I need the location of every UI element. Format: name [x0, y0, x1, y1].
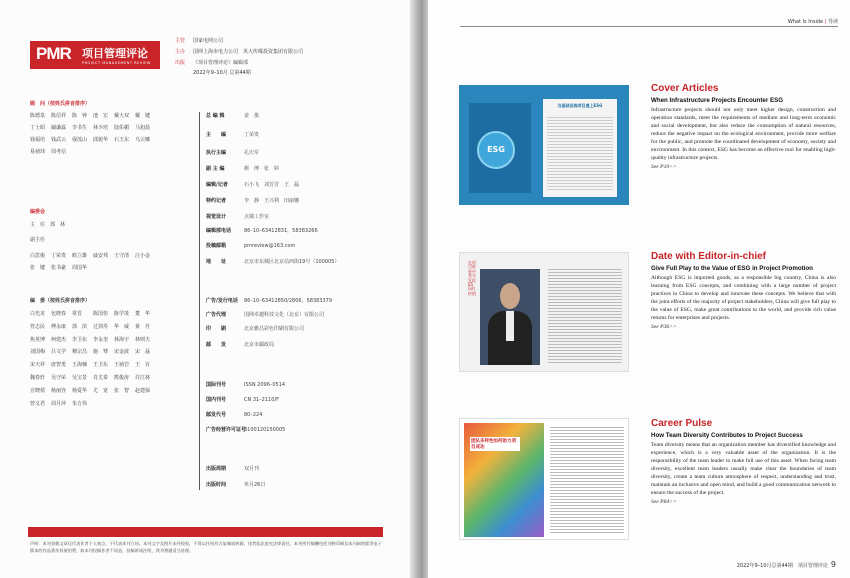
- person-name: 华 威: [114, 323, 130, 330]
- see-page-link[interactable]: See P36>>: [651, 323, 677, 330]
- info-row: 地 址 北京市东城区北京站西街19号（100005）: [206, 259, 340, 265]
- person-name: 周月萍: [51, 400, 67, 407]
- person-name: 宣晓倩: [30, 387, 46, 394]
- person-name: 郭 滨: [72, 323, 88, 330]
- editor-interview-thumbnail: [459, 252, 629, 372]
- see-page-link[interactable]: See P10>>: [651, 163, 677, 170]
- person-name: 邱菀华: [93, 137, 109, 143]
- person-name: 张书豪: [51, 265, 67, 271]
- thumb-title-1: 当基础设施项目遇上ESG: [557, 103, 603, 108]
- cover-article-thumbnail: [459, 85, 629, 205]
- person-name: 钱武云: [51, 137, 67, 143]
- person-name: 唐智勇: [51, 362, 67, 369]
- person-name: 许江林: [135, 374, 151, 381]
- person-name: 宋金波: [114, 349, 130, 356]
- red-footer-bar: [28, 527, 383, 537]
- person-name: 董 华: [135, 311, 151, 317]
- advisors-list: [30, 112, 156, 155]
- thumb-title-3: 团队多样性如何助力项目成功: [470, 437, 520, 451]
- person-name: 钱福培: [30, 137, 46, 143]
- person-name: 欧立雄: [72, 253, 88, 259]
- article-body: Although ESG is imported goods, as a responsible big country, China is also learning from ESG concepts, and combining with a large number of project practices in China to develop and innovate these concepts. We believe that with the joint efforts of the majority of project stakeholders, China will give full play to the value of ESG, make great contributions to the world, and provide rich value returns for enterprises and projects.: [651, 275, 836, 321]
- person-name: 丁士昭: [30, 125, 46, 131]
- info-row: 总 编 辑 姜 俊: [206, 113, 260, 119]
- person-name: 魏春轩: [30, 374, 46, 381]
- info-row: 编辑/记者 石小飞 刘芳芳 王 磊: [206, 182, 300, 188]
- committee-list: [30, 252, 156, 271]
- info-row: 邮 发 北京市邮政局: [206, 342, 275, 348]
- person-name: 王守清: [114, 253, 130, 259]
- info-row: 广告代理 国网卓越科技文化（北京）有限公司: [206, 312, 325, 318]
- article-3: [651, 418, 836, 505]
- article-section: Cover Articles: [651, 83, 719, 94]
- person-name: 张 键: [30, 265, 46, 271]
- article-section: Career Pulse: [651, 418, 713, 429]
- article-2: [651, 251, 836, 330]
- person-name: 尤 宽: [93, 387, 109, 394]
- person-name: 柯建杰: [51, 336, 67, 343]
- person-name: 曾义君: [30, 400, 46, 407]
- person-name: 王卫东: [93, 362, 109, 369]
- info-row: 印 刷 北京雅昌彩色印刷有限公司: [206, 326, 305, 332]
- see-page-link[interactable]: See P84>>: [651, 498, 677, 505]
- person-name: 陈国恒: [93, 311, 109, 317]
- masthead-row: 出版 《项目管理评论》编辑部: [175, 60, 249, 66]
- person-name: 强茂山: [72, 137, 88, 143]
- person-name: 李书生: [72, 125, 88, 131]
- person-name: 王祯岩: [114, 362, 130, 369]
- person-name: 丁荣贵: [51, 253, 67, 259]
- person-name: 林则夫: [135, 336, 151, 343]
- masthead-row: 2022年9–10月 总第44期: [193, 70, 251, 76]
- person-name: 陈德泉: [30, 113, 46, 119]
- editors-title: 编 委（按姓氏拼音排序）: [30, 298, 91, 304]
- divider: [199, 112, 200, 490]
- info-row: 特约记者 李 静 王兴利 田丽娜: [206, 198, 300, 204]
- person-name: 戚安邦: [93, 253, 109, 259]
- person-name: 王海楠: [72, 362, 88, 369]
- person-name: 王 有: [135, 362, 151, 369]
- committee-director: 主 任 郑 林: [30, 222, 66, 228]
- person-name: 吕文学: [51, 349, 67, 356]
- logo-cn: 项目管理评论: [82, 47, 148, 60]
- info-row: 广告经营许可证号3100120150005: [206, 427, 286, 433]
- thumb-title-2: 在项目推进中充分发挥ESG的价值: [468, 260, 476, 296]
- person-name: 李永奎: [93, 336, 109, 343]
- page-header: What Is Inside | 导读: [787, 19, 838, 25]
- person-name: 宋天祥: [30, 362, 46, 369]
- person-name: 林少培: [93, 125, 109, 131]
- info-row: 广告/发行电话 86–10–63412850/2806，58383379: [206, 298, 333, 304]
- person-name: 肖尤泰: [93, 374, 109, 381]
- info-row: 出版时间 单月26日: [206, 482, 266, 488]
- person-name: 杨爱华: [72, 387, 88, 394]
- article-title: How Team Diversity Contributes to Project Success: [651, 432, 803, 439]
- person-name: 赵建保: [135, 387, 151, 394]
- logo-en: PROJECT MANAGEMENT REVIEW: [82, 61, 151, 65]
- person-name: 易祯玮: [30, 149, 46, 155]
- person-name: 池 宏: [93, 113, 109, 119]
- article-title: When Infrastructure Projects Encounter ESG: [651, 97, 784, 104]
- disclaimer: 声明：本刊登载文章仅代表作者个人观点，不代表本刊立场。本刊文字及图片未经授权，不得以任何形式复制或转载，违者依法追究法律责任。本刊所付稿酬包括刊物印刷及本刊网络版等电子版本的作品著作权使用费，如本刊投稿作者不同意，投稿时请注明，我刊将做适当处理。: [30, 541, 382, 553]
- masthead-row: 主管 国家电网公司: [175, 38, 224, 44]
- info-row: 邮发代号 80–224: [206, 412, 263, 418]
- header-rule: [460, 26, 838, 27]
- info-row: 执行主编 孔庆军: [206, 150, 260, 156]
- person-name: 林海宇: [114, 336, 130, 343]
- person-name: 过剑寿: [93, 323, 109, 330]
- person-name: 戴 键: [135, 113, 151, 119]
- person-name: 周国华: [72, 265, 88, 271]
- person-name: 张 智: [114, 387, 130, 394]
- person-name: 陈 钟: [72, 113, 88, 119]
- info-row: 编辑部电话 86–10–63412831，58383266: [206, 228, 318, 234]
- info-row: 国内刊号 CN 31–2110/F: [206, 397, 279, 403]
- committee-vice-director: 副主任: [30, 237, 46, 243]
- person-name: 宋 磊: [135, 349, 151, 356]
- esg-badge-icon: ESG: [477, 131, 515, 169]
- person-name: 朱方伟: [72, 400, 88, 407]
- logo-pmr: PMR: [36, 44, 71, 63]
- committee-title: 编委会: [30, 209, 46, 215]
- article-section: Date with Editor-in-chief: [651, 251, 766, 262]
- person-name: 焦英博: [30, 336, 46, 343]
- editor-photo: [480, 269, 540, 365]
- career-pulse-thumbnail: [459, 418, 629, 540]
- info-row: 视觉设计 点墙工作室: [206, 214, 270, 220]
- person-name: 白思俊: [30, 253, 46, 259]
- article-1: [651, 83, 836, 170]
- person-name: 吴宝景: [72, 374, 88, 381]
- person-name: 陈学茂: [114, 311, 130, 317]
- person-name: 李卫东: [72, 336, 88, 343]
- article-body: Team diversity means that an organization member has diversified knowledge and experience, which is a very valuable asset of the organization. It is the responsibility of the team leader to make full use of this asset. When facing team diversity, excellent team leaders usually make clear the boundaries of team diversity, create a team culture atmosphere of respect, understanding and trust, maintain an inclusive and open mind, and build a good communication network to ensure the success of the project.: [651, 442, 836, 496]
- person-name: 穆宗昌: [72, 349, 88, 356]
- person-name: 陈信祥: [51, 113, 67, 119]
- article-title: Give Full Play to the Value of ESG in Project Promotion: [651, 265, 813, 272]
- person-name: 符志民: [30, 323, 46, 330]
- person-name: 陆佑楣: [114, 125, 130, 131]
- person-name: 周考信: [51, 149, 67, 155]
- person-name: 吴守荣: [51, 374, 67, 381]
- masthead-row: 主办 国网上海市电力公司 英大传媒投资集团有限公司: [175, 49, 304, 55]
- person-name: 石玉东: [114, 137, 130, 143]
- person-name: 包晓春: [51, 311, 67, 317]
- info-row: 主 编 丁荣贵: [206, 132, 260, 138]
- person-name: 白光龙: [30, 311, 46, 317]
- person-name: 施 骞: [93, 349, 109, 356]
- person-name: 傅永康: [51, 323, 67, 330]
- left-page: [0, 0, 418, 578]
- advisors-title: 顾 问（按姓氏拼音排序）: [30, 101, 91, 107]
- person-name: 杨丽容: [51, 387, 67, 394]
- person-name: 熊俊涛: [114, 374, 130, 381]
- person-name: 戴大双: [114, 113, 130, 119]
- info-row: 出版周期 双月刊: [206, 466, 260, 472]
- info-row: 国际刊号 ISSN 2096–0514: [206, 382, 286, 388]
- page-number: 9: [830, 560, 836, 569]
- person-name: 马旭晨: [135, 125, 151, 131]
- editors-list: [30, 310, 156, 407]
- page-footer: 2022年9–10月总第44期 项目管理评论 9: [736, 560, 836, 569]
- person-name: 阚谦霖: [51, 125, 67, 131]
- article-body: Infrastructure projects should not only meet higher design, construction and operation standards, meet the requirements of medium and long-term economic and social development, but also reduce the consumption of natural resources, reduce the negative impact on the ecological environment, provide more welfare for the public, and promote the coordinated development of economy, society and environment. In this context, ESG has become an effective tool for enabling high-quality infrastructure projects.: [651, 107, 836, 161]
- person-name: 常晋: [72, 311, 83, 317]
- info-row: 副 主 编 颜 博 张 婷: [206, 166, 280, 172]
- info-row: 投稿邮箱 pmreview@163.com: [206, 243, 296, 249]
- pmr-logo: [30, 41, 160, 69]
- person-name: 刘国梅: [30, 349, 46, 356]
- person-name: 黄 丹: [135, 323, 151, 330]
- person-name: 汪小金: [135, 253, 151, 259]
- person-name: 乌云娜: [135, 137, 151, 143]
